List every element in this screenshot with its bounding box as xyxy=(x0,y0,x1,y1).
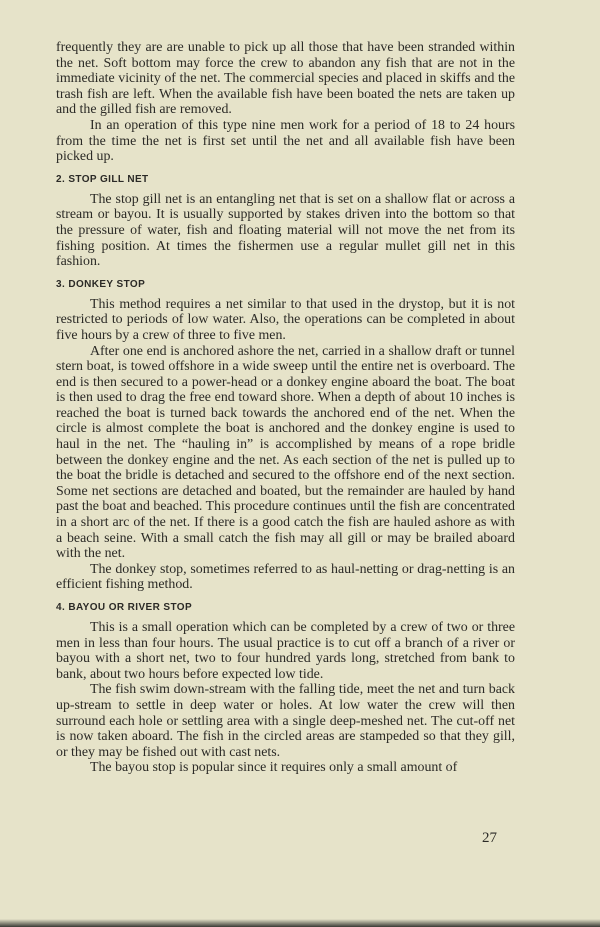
paragraph: This method requires a net similar to that used in the drystop, but it is not restricted to periods of low water. Also, the operations can be completed in about five hours by a crew of three to five men. xyxy=(56,296,515,343)
paragraph: This is a small operation which can be completed by a crew of two or three men in less than four hours. The usual practice is to cut off a branch of a river or bayou with a short net, two to four hundred yards long, stretched from bank to bank, about two hours before expected low tide. xyxy=(56,620,515,682)
paragraph: frequently they are are unable to pick up all those that have been stranded within the net. Soft bottom may force the crew to abandon any fish that are not in the immediate vicinity of the net. The commercial species and placed in skiffs and the trash fish are left. When the available fish have been boated the nets are taken up and the gilled fish are removed. xyxy=(56,40,515,118)
paragraph: The fish swim down-stream with the falling tide, meet the net and turn back up-stream to settle in deep water or holes. At low water the crew will then surround each hole or settling area with a single deep-meshed net. The cut-off net is now taken aboard. The fish in the circled areas are stampeded so that they gill, or they may be fished out with cast nets. xyxy=(56,682,515,760)
paragraph: After one end is anchored ashore the net, carried in a shallow draft or tunnel stern boat, is towed offshore in a wide sweep until the entire net is overboard. The end is then secured to a power-head or a donkey engine aboard the boat. The boat is then used to drag the free end toward shore. When a depth of about 10 inches is reached the boat is turned back towards the anchored end of the net. When the circle is almost complete the boat is anchored and the donkey engine is used to haul in the net. The “hauling in” is accomplished by means of a rope bridle between the donkey engine and the net. As each section of the net is pulled up to the boat the bridle is detached and secured to the offshore end of the next section. Some net sections are detached and boated, but the remainder are hauled by hand past the boat and beached. This procedure continues until the fish are concentrated in a short arc of the net. If there is a good catch the fish are hauled ashore as with a beach seine. With a small catch the fish may all gill or may be brailed aboard with the net. xyxy=(56,343,515,562)
section-heading-bayou-or-river-stop: 4. BAYOU OR RIVER STOP xyxy=(56,602,193,613)
page-content xyxy=(56,40,515,776)
section-heading-stop-gill-net: 2. STOP GILL NET xyxy=(56,173,149,185)
paragraph: The stop gill net is an entangling net that is set on a shallow flat or across a stream or bayou. It is usually supported by stakes driven into the bottom so that the pressure of water, fish and floating material will not move the net from its fishing position. At times the fishermen use a regular mullet gill net in this fashion. xyxy=(56,191,515,270)
page-number: 27 xyxy=(482,830,497,846)
paragraph: In an operation of this type nine men work for a period of 18 to 24 hours from the time the net is first set until the net and all available fish have been picked up. xyxy=(56,117,515,165)
page-bottom-edge xyxy=(0,919,600,927)
paragraph: The donkey stop, sometimes referred to as haul-netting or drag-netting is an efficient fishing method. xyxy=(56,561,515,593)
paragraph: The bayou stop is popular since it requires only a small amount of xyxy=(90,760,458,776)
section-heading-donkey-stop: 3. DONKEY STOP xyxy=(56,278,146,290)
